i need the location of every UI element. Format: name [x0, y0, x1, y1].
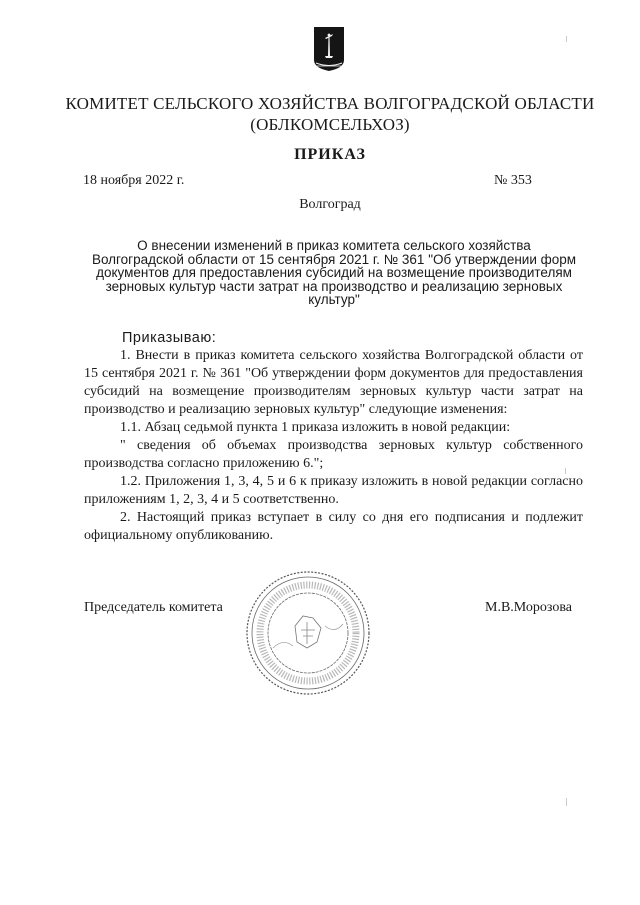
- document-city: Волгоград: [299, 197, 361, 212]
- official-round-seal-icon: [243, 568, 373, 698]
- signatory-name: М.В.Морозова: [485, 600, 572, 615]
- order-item-1-2: 1.2. Приложения 1, 3, 4, 5 и 6 к приказу изложить в новой редакции согласно приложениям 1, 2, 3, 4 и 5 соответственно.: [84, 474, 583, 507]
- document-date: 18 ноября 2022 г.: [83, 173, 185, 188]
- order-item-2: 2. Настоящий приказ вступает в силу со дня его подписания и подлежит официальному опубликованию.: [84, 510, 583, 543]
- subject-line: зерновых культур части затрат на производство и реализацию зерновых: [105, 278, 563, 294]
- document-number: № 353: [494, 173, 532, 188]
- order-item-1: 1. Внести в приказ комитета сельского хозяйства Волгоградской области от 15 сентября 2021 г. № 361 "Об утверждении форм документов для предоставления субсидий на возмещение производителям зерновых культур части затрат на производство и реализацию зерновых культур" следующие изменения:: [84, 348, 583, 417]
- subject-line: документов для предоставления субсидий на возмещение производителям: [96, 265, 572, 280]
- volgograd-coat-of-arms-icon: [313, 26, 345, 72]
- document-subject: [84, 239, 584, 307]
- scan-artifact: [566, 798, 567, 806]
- order-item-1-1: 1.1. Абзац седьмой пункта 1 приказа изложить в новой редакции:: [120, 420, 511, 435]
- scan-artifact: [565, 468, 566, 474]
- order-item-1-1-quote: " сведения об объемах производства зерновых культур собственного производства согласно приложению 6.";: [84, 438, 583, 471]
- document-body: [84, 329, 583, 545]
- organization-name: КОМИТЕТ СЕЛЬСКОГО ХОЗЯЙСТВА ВОЛГОГРАДСКОЙ ОБЛАСТИ: [65, 94, 595, 113]
- order-intro: Приказываю:: [122, 330, 217, 346]
- document-type-title: ПРИКАЗ: [294, 146, 366, 163]
- scan-artifact: [566, 36, 567, 42]
- signatory-title: Председатель комитета: [84, 600, 223, 615]
- subject-line: Волгоградской области от 15 сентября 2021 г. № 361 "Об утверждении форм: [91, 251, 577, 267]
- subject-line: культур": [308, 292, 360, 307]
- organization-abbreviation: (ОБЛКОМСЕЛЬХОЗ): [250, 115, 410, 134]
- subject-line: О внесении изменений в приказ комитета сельского хозяйства: [137, 238, 531, 253]
